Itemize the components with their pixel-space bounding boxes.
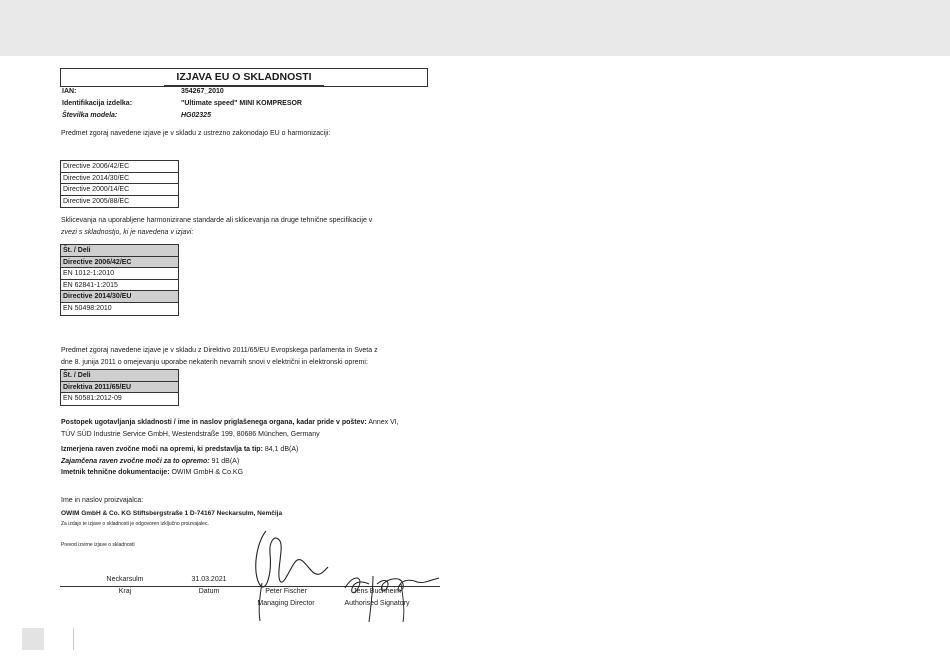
- rohs-row: EN 50581:2012-09: [63, 395, 122, 403]
- procedure-address: TÜV SÜD Industrie Service GmbH, Westendstraße 199, 80686 München, Germany: [61, 431, 320, 438]
- responsibility-note: Za izdajo te izjave o skladnosti je odgovoren izključno proizvajalec.: [61, 521, 209, 527]
- standards-directive: Directive 2014/30/EU: [61, 291, 178, 303]
- directive-row: Directive 2014/30/EC: [61, 173, 178, 185]
- place-label: Kraj: [118, 588, 132, 595]
- signature-buchheim: [343, 566, 443, 626]
- directive-row: Directive 2006/42/EC: [61, 161, 178, 173]
- rohs-text-2: dne 8. junija 2011 o omejevanju uporabe nekaterih nevarnih snovi v električni in elektronski opremi:: [61, 359, 368, 366]
- standards-text-2: zvezi s skladnostjo, ki je navedena v izjavi:: [61, 229, 194, 236]
- guaranteed-level: Zajamčena raven zvočne moči za to opremo: 91 dB(A): [61, 458, 240, 465]
- standards-row: EN 62841-1:2015: [61, 280, 178, 292]
- rohs-text: Predmet zgoraj navedene izjave je v skladu z Direktivo 2011/65/EU Evropskega parlamenta in Sveta z: [61, 347, 378, 354]
- directive-row: Directive 2000/14/EC: [61, 184, 178, 196]
- standards-table: [60, 244, 179, 316]
- date-value: 31.03.2021: [191, 576, 227, 583]
- manufacturer-address: OWIM GmbH & Co. KG Stiftsbergstraße 1 D-74167 Neckarsulm, Nemčija: [61, 510, 283, 517]
- top-bar: [0, 0, 950, 56]
- measured-level: Izmerjena raven zvočne moči na opremi, ki predstavlja ta tip: 84,1 dB(A): [61, 446, 299, 453]
- signer2-name: Jens Buchheim: [353, 588, 401, 595]
- page-divider: [73, 628, 74, 650]
- standards-row: EN 50498:2010: [63, 304, 112, 312]
- standards-header: Št. / Deli: [61, 245, 178, 257]
- page-marker: [22, 628, 44, 650]
- rohs-table: [60, 369, 179, 406]
- signer1-name: Peter Fischer: [265, 588, 307, 595]
- document-title: IZJAVA EU O SKLADNOSTI: [60, 68, 428, 87]
- intro-text: Predmet zgoraj navedene izjave je v skladu z ustrezno zakonodajo EU o harmonizaciji:: [61, 130, 331, 137]
- standards-text: Sklicevanja na uporabljene harmonizirane standarde ali sklicevanja na druge tehnične specifikacije v: [61, 217, 373, 224]
- translation-note: Prevod izvirne izjave o skladnosti: [61, 542, 135, 548]
- place-value: Neckarsulm: [106, 576, 144, 583]
- signer2-title: Authorised Signatory: [344, 600, 410, 607]
- standards-row: EN 1012-1:2010: [61, 268, 178, 280]
- procedure-text: Postopek ugotavljanja skladnosti / ime in naslov priglašenega organa, kadar pride v poštev: Annex VI,: [61, 419, 399, 426]
- rohs-header: Št. / Deli: [61, 370, 178, 382]
- directive-row: Directive 2005/88/EC: [63, 197, 130, 205]
- date-label: Datum: [198, 588, 220, 595]
- signer1-title: Managing Director: [257, 600, 315, 607]
- documentation-holder: Imetnik tehnične dokumentacije: OWIM GmbH & Co.KG: [61, 469, 244, 476]
- rohs-directive: Direktiva 2011/65/EU: [61, 382, 178, 394]
- standards-directive: Directive 2006/42/EC: [61, 257, 178, 269]
- signature-fischer: [250, 523, 330, 623]
- directives-table: [60, 160, 179, 208]
- manufacturer-label: Ime in naslov proizvajalca:: [61, 497, 144, 504]
